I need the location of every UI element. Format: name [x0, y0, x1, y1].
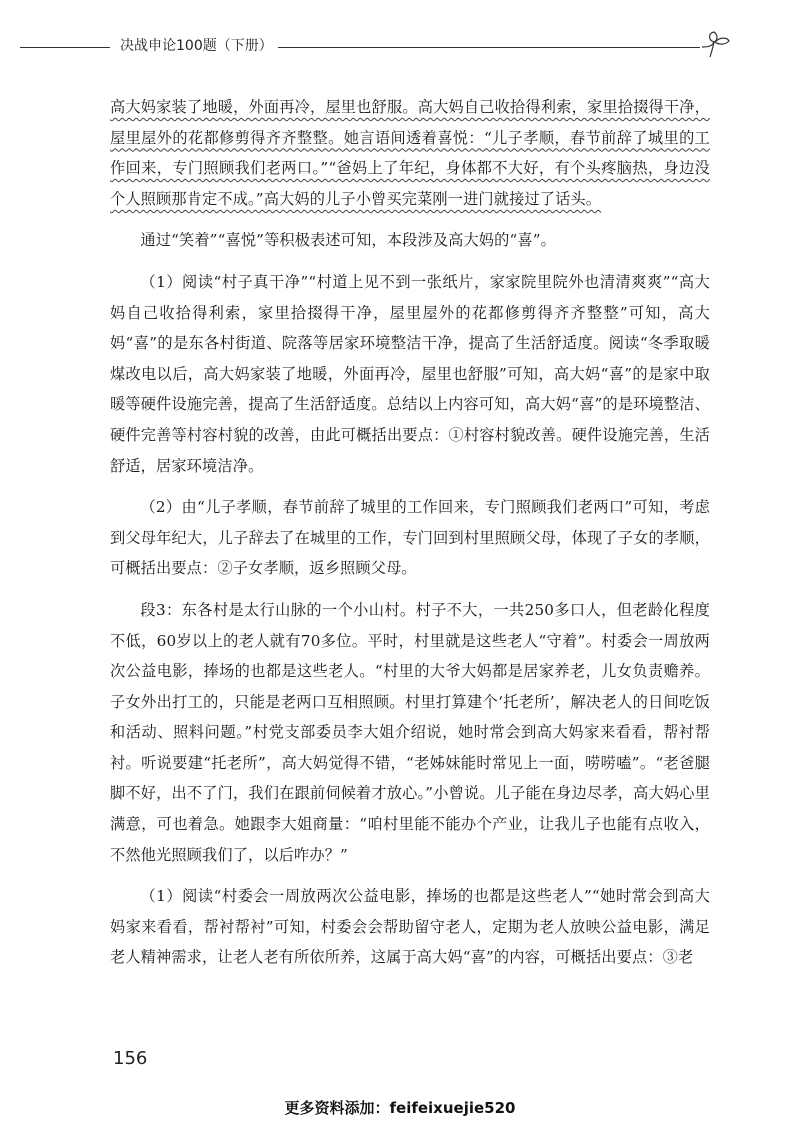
footer-note: 更多资料添加：feifeixuejie520 — [284, 1099, 516, 1117]
quoted-material-paragraph: 高大妈家装了地暖，外面再冷，屋里也舒服。高大妈自己收拾得利索，家里拾掇得干净，屋里屋外的花都修剪得齐齐整整。她言语间透着喜悦：“儿子孝顺，春节前辞了城里的工作回来，专门照顾我们老两口。”“爸妈上了年纪，身体都不大好，有个头疼脑热，身边没个人照顾那肯定不成。”高大妈的儿子小曾买完菜刚一进门就接过了话头。 — [110, 98, 710, 208]
header-rule-left — [20, 47, 110, 48]
analysis-point-3: （1）阅读“村委会一周放两次公益电影，捧场的也都是这些老人”“她时常会到高大妈家来看看，帮衬帮衬”可知，村委会会帮助留守老人，定期为老人放映公益电影，满足老人精神需求，让老人老有所依所养，这属于高大妈“喜”的内容，可概括出要点：③老 — [110, 887, 710, 967]
header-rule-right — [278, 47, 700, 48]
book-title: 决战申论100题（下册） — [120, 38, 273, 54]
analysis-point-1: （1）阅读“村子真干净”“村道上见不到一张纸片，家家院里院外也清清爽爽”“高大妈自己收拾得利索，家里拾掇得干净，屋里屋外的花都修剪得齐齐整整”可知，高大妈“喜”的是东各村街道、院落等居家环境整洁干净，提高了生活舒适度。阅读“冬季取暖煤改电以后，高大妈家装了地暖，外面再冷，屋里也舒服”可知，高大妈“喜”的是家中取暖等硬件设施完善，提高了生活舒适度。总结以上内容可知，高大妈“喜”的是环境整洁、硬件完善等村容村貌的改善，由此可概括出要点：①村容村貌改善。硬件设施完善，生活舒适，居家环境洁净。 — [110, 272, 710, 475]
page-number: 156 — [113, 1048, 148, 1069]
leaf-ornament-icon — [700, 30, 732, 60]
body-text — [110, 92, 710, 973]
analysis-point-2: （2）由“儿子孝顺，春节前辞了城里的工作回来，专门照顾我们老两口”可知，考虑到父母年纪大，儿子辞去了在城里的工作，专门回到村里照顾父母，体现了子女的孝顺，可概括出要点：②子女孝顺，返乡照顾父母。 — [110, 498, 710, 578]
material-section-3: 段3：东各村是太行山脉的一个小山村。村子不大，一共250多口人，但老龄化程度不低，60岁以上的老人就有70多位。平时，村里就是这些老人“守着”。村委会一周放两次公益电影，捧场的也都是这些老人。“村里的大爷大妈都是居家养老，儿女负责赡养。子女外出打工的，只能是老两口互相照顾。村里打算建个‘托老所’，解决老人的日间吃饭和活动、照料问题。”村党支部委员李大姐介绍说，她时常会到高大妈家来看看，帮衬帮衬。听说要建“托老所”，高大妈觉得不错，“老姊妹能时常见上一面，唠唠嗑”。“老爸腿脚不好，出不了门，我们在跟前伺候着才放心。”小曾说。儿子能在身边尽孝，高大妈心里满意，可也着急。她跟李大姐商量：“咱村里能不能办个产业，让我儿子也能有点收入，不然他光照顾我们了，以后咋办？” — [110, 600, 710, 864]
analysis-intro-paragraph: 通过“笑着”“喜悦”等积极表述可知，本段涉及高大妈的“喜”。 — [140, 231, 556, 250]
running-header — [20, 30, 732, 60]
